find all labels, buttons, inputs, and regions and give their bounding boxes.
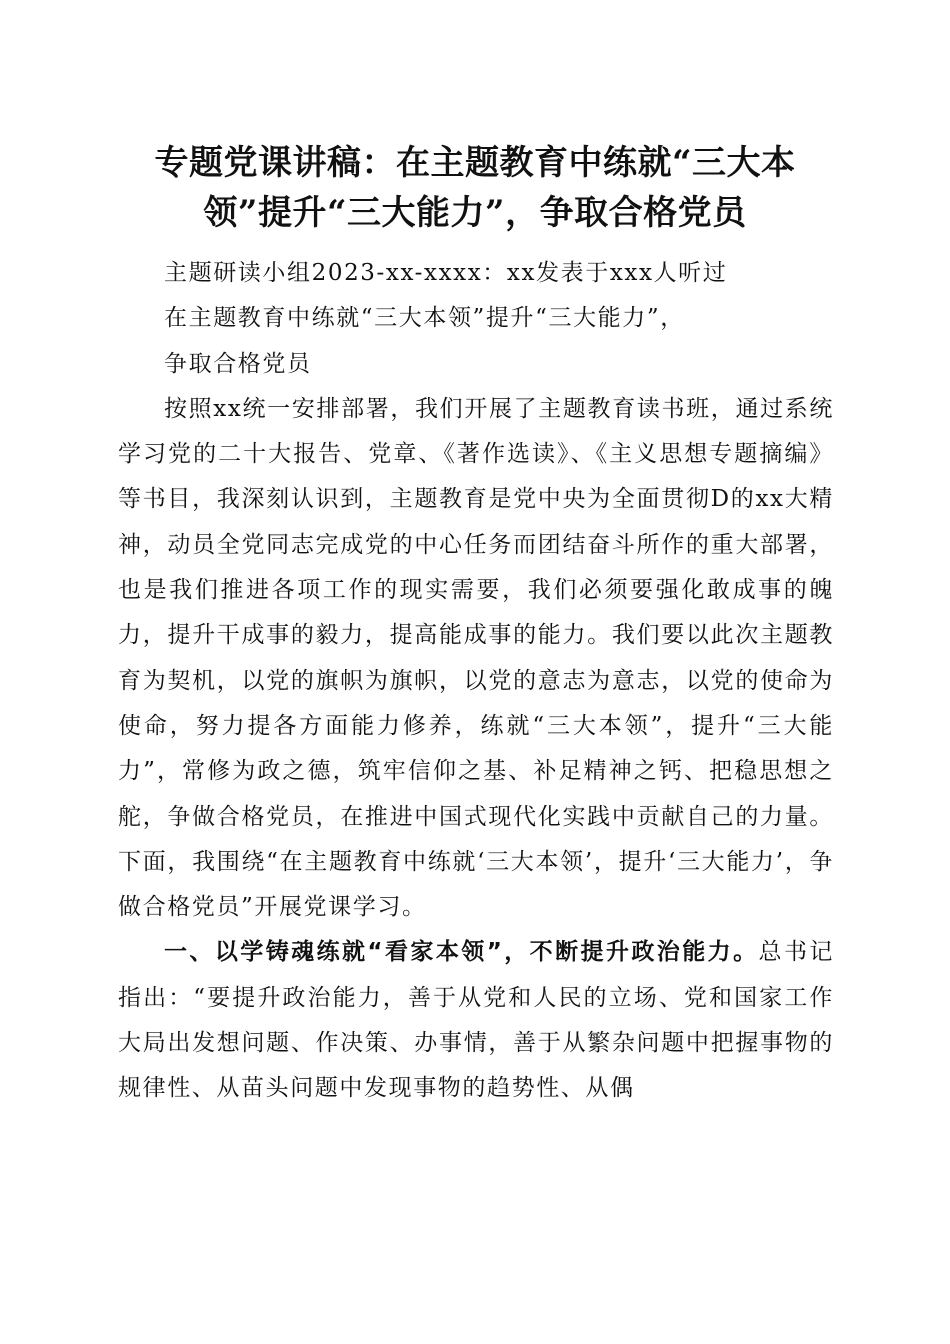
subtitle-line-2: 争取合格党员 [164, 350, 312, 377]
subtitle-line-1: 在主题教育中练就“三大本领”提升“三大能力”， [164, 305, 685, 332]
title-line-1: 专题党课讲稿：在主题教育中练就“三大本 [154, 143, 796, 183]
paragraph-intro: 按照xx统一安排部署，我们开展了主题教育读书班，通过系统学习党的二十大报告、党章、《著作选读》、《主义思想专题摘编》等书目，我深刻认识到，主题教育是党中央为全面贯彻D的xx大精神，动员全党同志完成党的中心任务而团结奋斗所作的重大部署，也是我们推进各项工作的现实需要，我们必须要强化敢成事的魄力，提升干成事的毅力，提高能成事的能力。我们要以此次主题教育为契机，以党的旗帜为旗帜，以党的意志为意志，以党的使命为使命，努力提各方面能力修养，练就“三大本领”，提升“三大能力”，常修为政之德，筑牢信仰之基、补足精神之钙、把稳思想之舵，争做合格党员，在推进中国式现代化实践中贡献自己的力量。下面，我围绕“在主题教育中练就‘三大本领’，提升‘三大能力’，争做合格党员”开展党课学习。 [118, 395, 834, 921]
document-title [100, 138, 850, 238]
meta-line: 主题研读小组2023-xx-xxxx：xx发表于xxx人听过 [164, 260, 728, 286]
section-1-text: 总书记指出：“要提升政治能力，善于从党和人民的立场、党和国家工作大局出发想问题、作决策、办事情，善于从繁杂问题中把握事物的规律性、从苗头问题中发现事物的趋势性、从偶 [118, 939, 834, 1102]
section-1-heading: 一、以学铸魂练就“看家本领”，不断提升政治能力。 [164, 939, 759, 966]
document-body [118, 251, 834, 1112]
title-line-2: 领”提升“三大能力”，争取合格党员 [203, 193, 747, 233]
section-1-paragraph [118, 930, 834, 1111]
